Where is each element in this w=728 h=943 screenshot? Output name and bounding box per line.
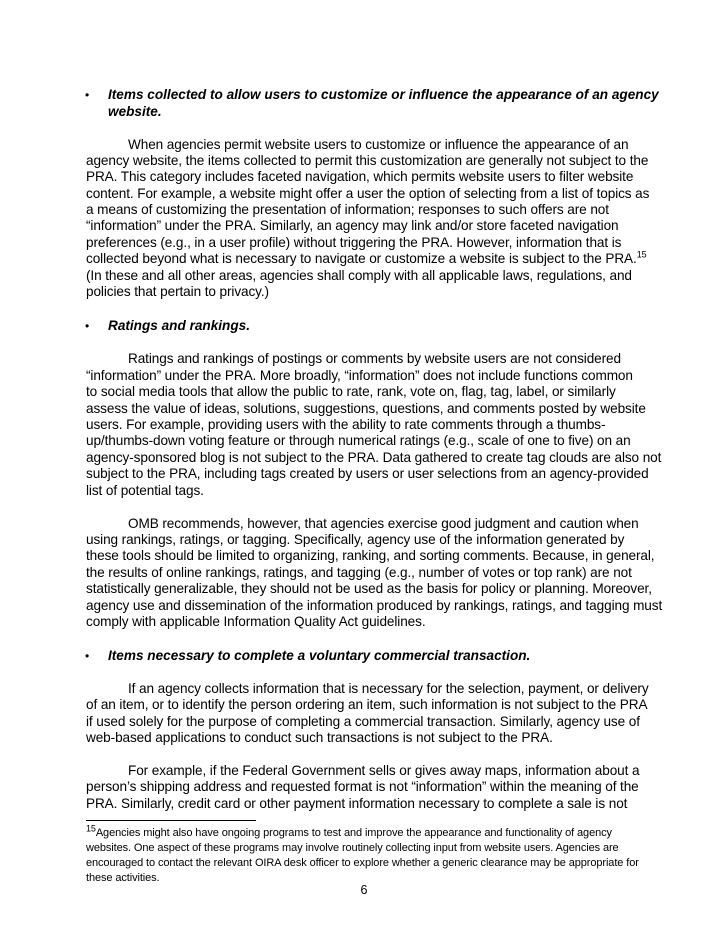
paragraph-line: “information” under the PRA. More broadly, “information” does not include functions common — [86, 368, 633, 383]
footnote-text: Agencies might also have ongoing programs to test and improve the appearance and functionality of agency — [95, 827, 612, 839]
bullet-icon: • — [85, 649, 90, 663]
paragraph-line — [86, 251, 647, 267]
paragraph-line: list of potential tags. — [86, 483, 204, 498]
paragraph-line: “information” under the PRA. Similarly, an agency may link and/or store faceted navigation — [86, 218, 619, 233]
paragraph-line: users. For example, providing users with the ability to rate comments through a thumbs- — [86, 417, 606, 432]
paragraph-line: When agencies permit website users to customize or influence the appearance of an — [128, 137, 629, 152]
footnote-number: 15 — [86, 823, 96, 834]
paragraph-line: content. For example, a website might offer a user the option of selecting from a list of topics as — [86, 186, 650, 201]
paragraph-line: subject to the PRA, including tags created by users or user selections from an agency-provided — [86, 466, 649, 481]
footnote-line — [86, 823, 612, 841]
paragraph-line: agency use and dissemination of the information produced by rankings, ratings, and tagging must — [86, 598, 663, 613]
paragraph-line: agency website, the items collected to permit this customization are generally not subject to the — [86, 153, 649, 168]
paragraph-line: (In these and all other areas, agencies shall comply with all applicable laws, regulations, and — [86, 268, 632, 283]
paragraph-line: up/thumbs-down voting feature or through numerical ratings (e.g., scale of one to five) on an — [86, 433, 631, 448]
paragraph-line: assess the value of ideas, solutions, suggestions, questions, and comments posted by website — [86, 401, 646, 416]
paragraph-line: preferences (e.g., in a user profile) without triggering the PRA. However, information that is — [86, 235, 622, 250]
paragraph-line: policies that pertain to privacy.) — [86, 284, 269, 299]
paragraph-line: if used solely for the purpose of completing a commercial transaction. Similarly, agency use of — [86, 714, 640, 729]
footnote-line: websites. One aspect of these programs may involve routinely collecting input from website users. Agencies are — [86, 842, 619, 854]
paragraph-line: Ratings and rankings of postings or comments by website users are not considered — [128, 351, 621, 366]
paragraph-line-text: collected beyond what is necessary to navigate or customize a website is subject to the PRA. — [86, 251, 637, 266]
paragraph-line: the results of online rankings, ratings, and tagging (e.g., number of votes or top rank) are not — [86, 565, 632, 580]
paragraph-line: comply with applicable Information Quality Act guidelines. — [86, 614, 426, 629]
bullet-icon: • — [85, 319, 90, 333]
footnote-ref: 15 — [636, 249, 647, 260]
paragraph-line: OMB recommends, however, that agencies exercise good judgment and caution when — [128, 516, 639, 531]
paragraph-line: to social media tools that allow the public to rate, rank, vote on, flag, tag, label, or similarly — [86, 384, 616, 399]
paragraph-line: If an agency collects information that is necessary for the selection, payment, or delivery — [128, 681, 649, 696]
paragraph-line: these tools should be limited to organizing, ranking, and sorting comments. Because, in general, — [86, 548, 655, 563]
section-heading: Items necessary to complete a voluntary commercial transaction. — [108, 648, 531, 663]
footnote-divider — [86, 820, 256, 821]
section-heading: website. — [108, 104, 162, 119]
footnote-line: these activities. — [86, 872, 160, 884]
paragraph-line: person’s shipping address and requested format is not “information” within the meaning of the — [86, 779, 639, 794]
page-number: 6 — [360, 883, 368, 897]
paragraph-line: web-based applications to conduct such transactions is not subject to the PRA. — [86, 730, 553, 745]
paragraph-line: PRA. This category includes faceted navigation, which permits website users to filter website — [86, 169, 634, 184]
paragraph-line: statistically generalizable, they should not be used as the basis for policy or planning. Moreover, — [86, 581, 652, 596]
bullet-icon: • — [85, 88, 90, 102]
section-heading: Items collected to allow users to customize or influence the appearance of an agency — [108, 87, 659, 102]
paragraph-line: agency-sponsored blog is not subject to the PRA. Data gathered to create tag clouds are also not — [86, 450, 662, 465]
paragraph-line: a means of customizing the presentation of information; responses to such offers are not — [86, 202, 609, 217]
paragraph-line: of an item, or to identify the person ordering an item, such information is not subject to the PRA — [86, 697, 648, 712]
paragraph-line: For example, if the Federal Government sells or gives away maps, information about a — [128, 763, 640, 778]
paragraph-line: PRA. Similarly, credit card or other payment information necessary to complete a sale is not — [86, 796, 628, 811]
paragraph-line: using rankings, ratings, or tagging. Specifically, agency use of the information generated by — [86, 532, 625, 547]
section-heading: Ratings and rankings. — [108, 318, 251, 333]
footnote-line: encouraged to contact the relevant OIRA desk officer to explore whether a generic clearance may be appropriate for — [86, 857, 639, 869]
